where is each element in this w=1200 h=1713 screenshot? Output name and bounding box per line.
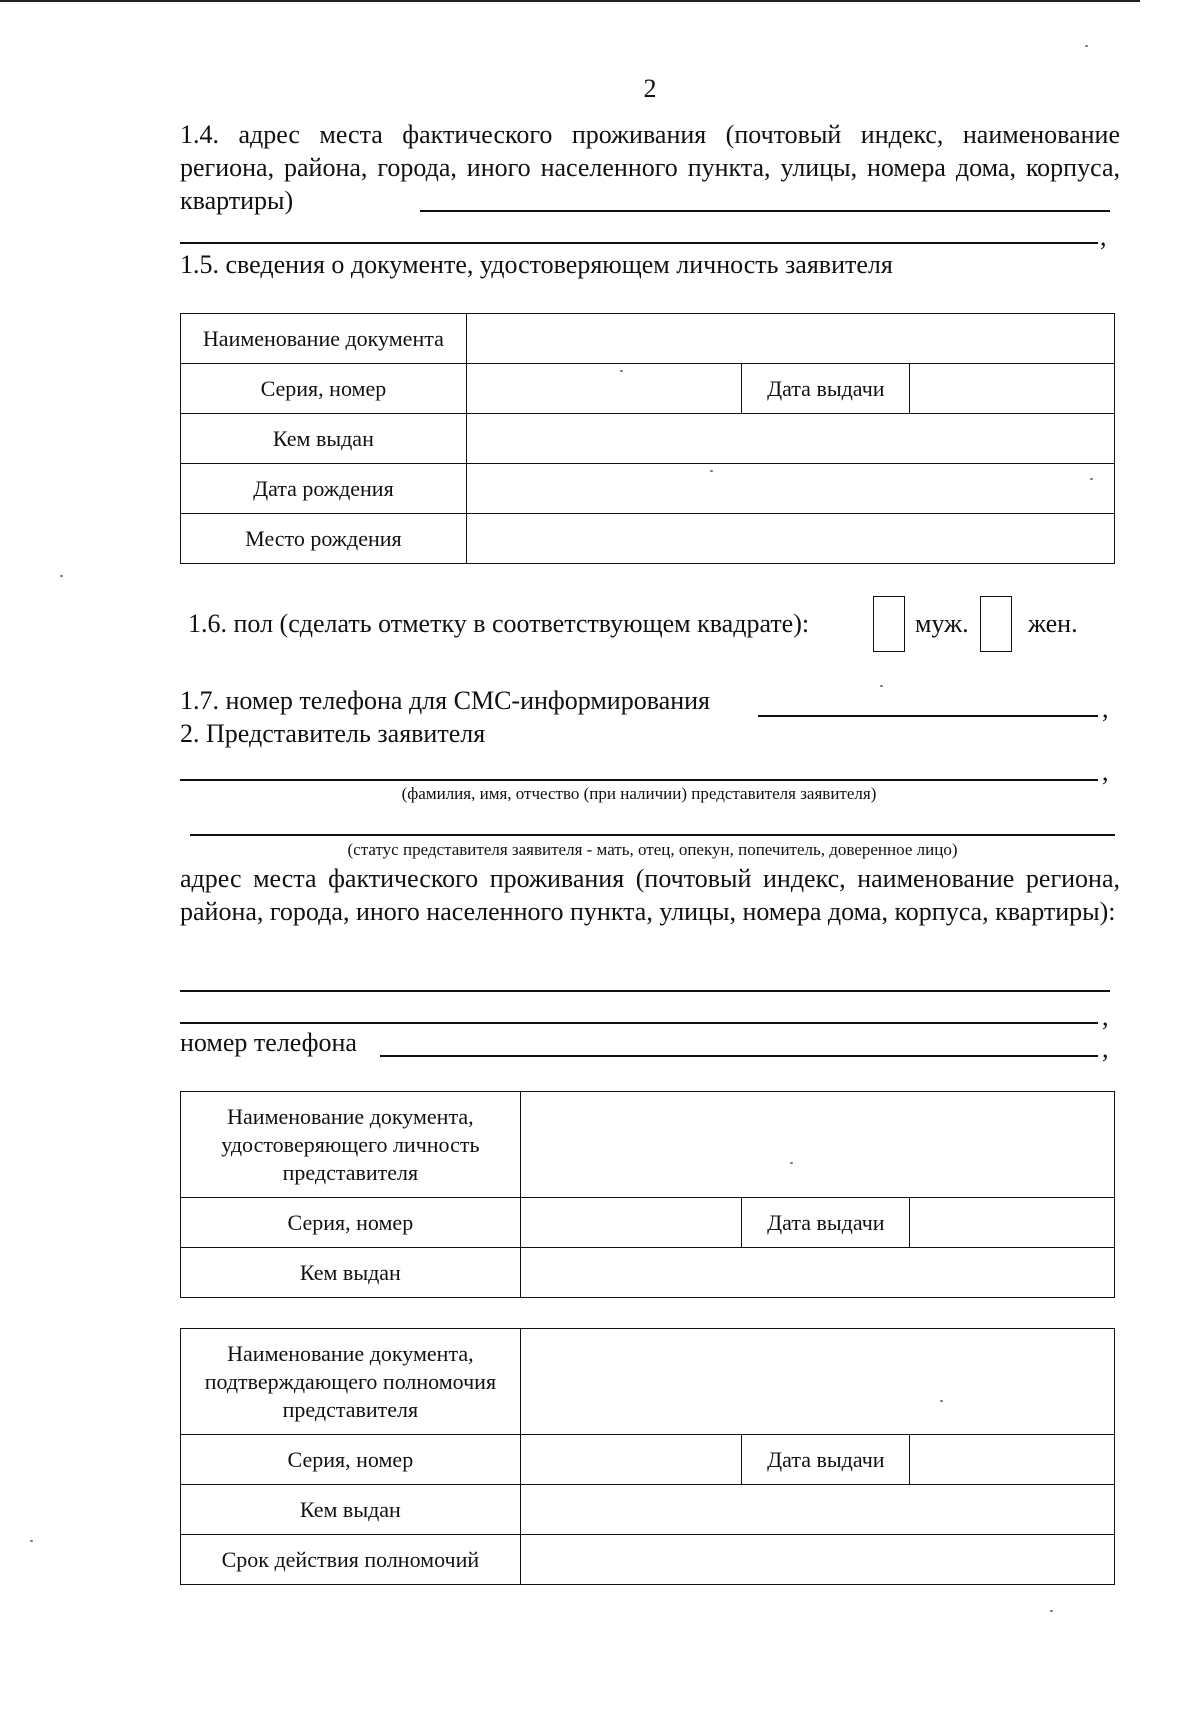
rep-status-line[interactable]	[190, 834, 1115, 836]
section-1-5-heading: 1.5. сведения о документе, удостоверяющем личность заявителя	[180, 250, 893, 279]
rep-issued-by-field[interactable]	[520, 1248, 1114, 1298]
male-checkbox[interactable]	[873, 596, 905, 652]
rep-identity-table	[180, 1091, 1115, 1298]
series-number-label: Серия, номер	[181, 364, 467, 414]
sms-phone-line[interactable]	[758, 715, 1098, 717]
section-2-heading: 2. Представитель заявителя	[180, 719, 486, 748]
scan-speck	[620, 370, 623, 372]
rep-series-number-field[interactable]	[520, 1198, 742, 1248]
rep-address-comma: ,	[1102, 1002, 1109, 1031]
birth-date-field[interactable]	[466, 464, 1114, 514]
rep-name-caption: (фамилия, имя, отчество (при наличии) представителя заявителя)	[401, 784, 877, 803]
section-1-4-text: 1.4. адрес места фактического проживания (почтовый индекс, наименование региона, района, города, иного населенного пункта, улицы, номера дома, корпуса, квартиры)	[180, 120, 1120, 215]
female-label: жен.	[1028, 609, 1078, 638]
address-comma: ,	[1100, 222, 1107, 251]
rep-address-line-1[interactable]	[180, 990, 1110, 992]
authority-doc-name-label: Наименование документа, подтверждающего полномочия представителя	[181, 1329, 521, 1435]
female-checkbox[interactable]	[980, 596, 1012, 652]
birth-place-field[interactable]	[466, 514, 1114, 564]
rep-issue-date-label: Дата выдачи	[742, 1198, 910, 1248]
doc-name-field[interactable]	[466, 314, 1114, 364]
rep-phone-label: номер телефона	[180, 1028, 357, 1057]
rep-series-number-label: Серия, номер	[181, 1198, 521, 1248]
authority-series-number-label: Серия, номер	[181, 1435, 521, 1485]
sms-phone-comma: ,	[1102, 694, 1109, 723]
section-1-7-text: 1.7. номер телефона для СМС-информирования	[180, 686, 710, 715]
birth-date-label: Дата рождения	[181, 464, 467, 514]
series-number-field[interactable]	[466, 364, 742, 414]
scan-speck	[880, 685, 883, 687]
birth-place-label: Место рождения	[181, 514, 467, 564]
authority-series-number-field[interactable]	[520, 1435, 742, 1485]
rep-authority-table	[180, 1328, 1115, 1585]
doc-name-label: Наименование документа	[181, 314, 467, 364]
authority-validity-field[interactable]	[520, 1535, 1114, 1585]
scan-speck	[710, 470, 713, 472]
issue-date-label: Дата выдачи	[742, 364, 910, 414]
male-label: муж.	[915, 609, 969, 638]
rep-name-line[interactable]	[180, 779, 1098, 781]
page-number: 2	[643, 74, 657, 103]
rep-address-line-2[interactable]	[180, 1022, 1098, 1024]
scan-speck	[60, 575, 63, 577]
address-line-1[interactable]	[420, 210, 1110, 212]
authority-validity-label: Срок действия полномочий	[181, 1535, 521, 1585]
rep-name-comma: ,	[1102, 757, 1109, 786]
authority-doc-name-field[interactable]	[520, 1329, 1114, 1435]
rep-issue-date-field[interactable]	[910, 1198, 1115, 1248]
rep-phone-line[interactable]	[380, 1055, 1098, 1057]
address-line-2[interactable]	[180, 242, 1098, 244]
rep-address-text: адрес места фактического проживания (почтовый индекс, наименование региона, района, города, иного населенного пункта, улицы, номера дома, корпуса, квартиры):	[180, 864, 1120, 926]
authority-issued-by-label: Кем выдан	[181, 1485, 521, 1535]
rep-issued-by-label: Кем выдан	[181, 1248, 521, 1298]
rep-doc-name-label: Наименование документа, удостоверяющего личность представителя	[181, 1092, 521, 1198]
scan-speck	[1090, 478, 1093, 480]
issued-by-field[interactable]	[466, 414, 1114, 464]
scan-top-edge	[0, 0, 1140, 2]
scan-speck	[1085, 45, 1088, 47]
scan-speck	[1050, 1610, 1053, 1612]
authority-issue-date-label: Дата выдачи	[742, 1435, 910, 1485]
authority-issued-by-field[interactable]	[520, 1485, 1114, 1535]
section-1-6-text: 1.6. пол (сделать отметку в соответствующем квадрате):	[188, 609, 810, 638]
scan-speck	[940, 1400, 943, 1402]
rep-status-caption: (статус представителя заявителя - мать, отец, опекун, попечитель, доверенное лицо)	[347, 840, 958, 859]
rep-doc-name-field[interactable]	[520, 1092, 1114, 1198]
applicant-document-table	[180, 313, 1115, 564]
issued-by-label: Кем выдан	[181, 414, 467, 464]
issue-date-field[interactable]	[910, 364, 1115, 414]
rep-phone-comma: ,	[1102, 1034, 1109, 1063]
authority-issue-date-field[interactable]	[910, 1435, 1115, 1485]
scan-speck	[30, 1540, 33, 1542]
scan-speck	[790, 1162, 793, 1164]
